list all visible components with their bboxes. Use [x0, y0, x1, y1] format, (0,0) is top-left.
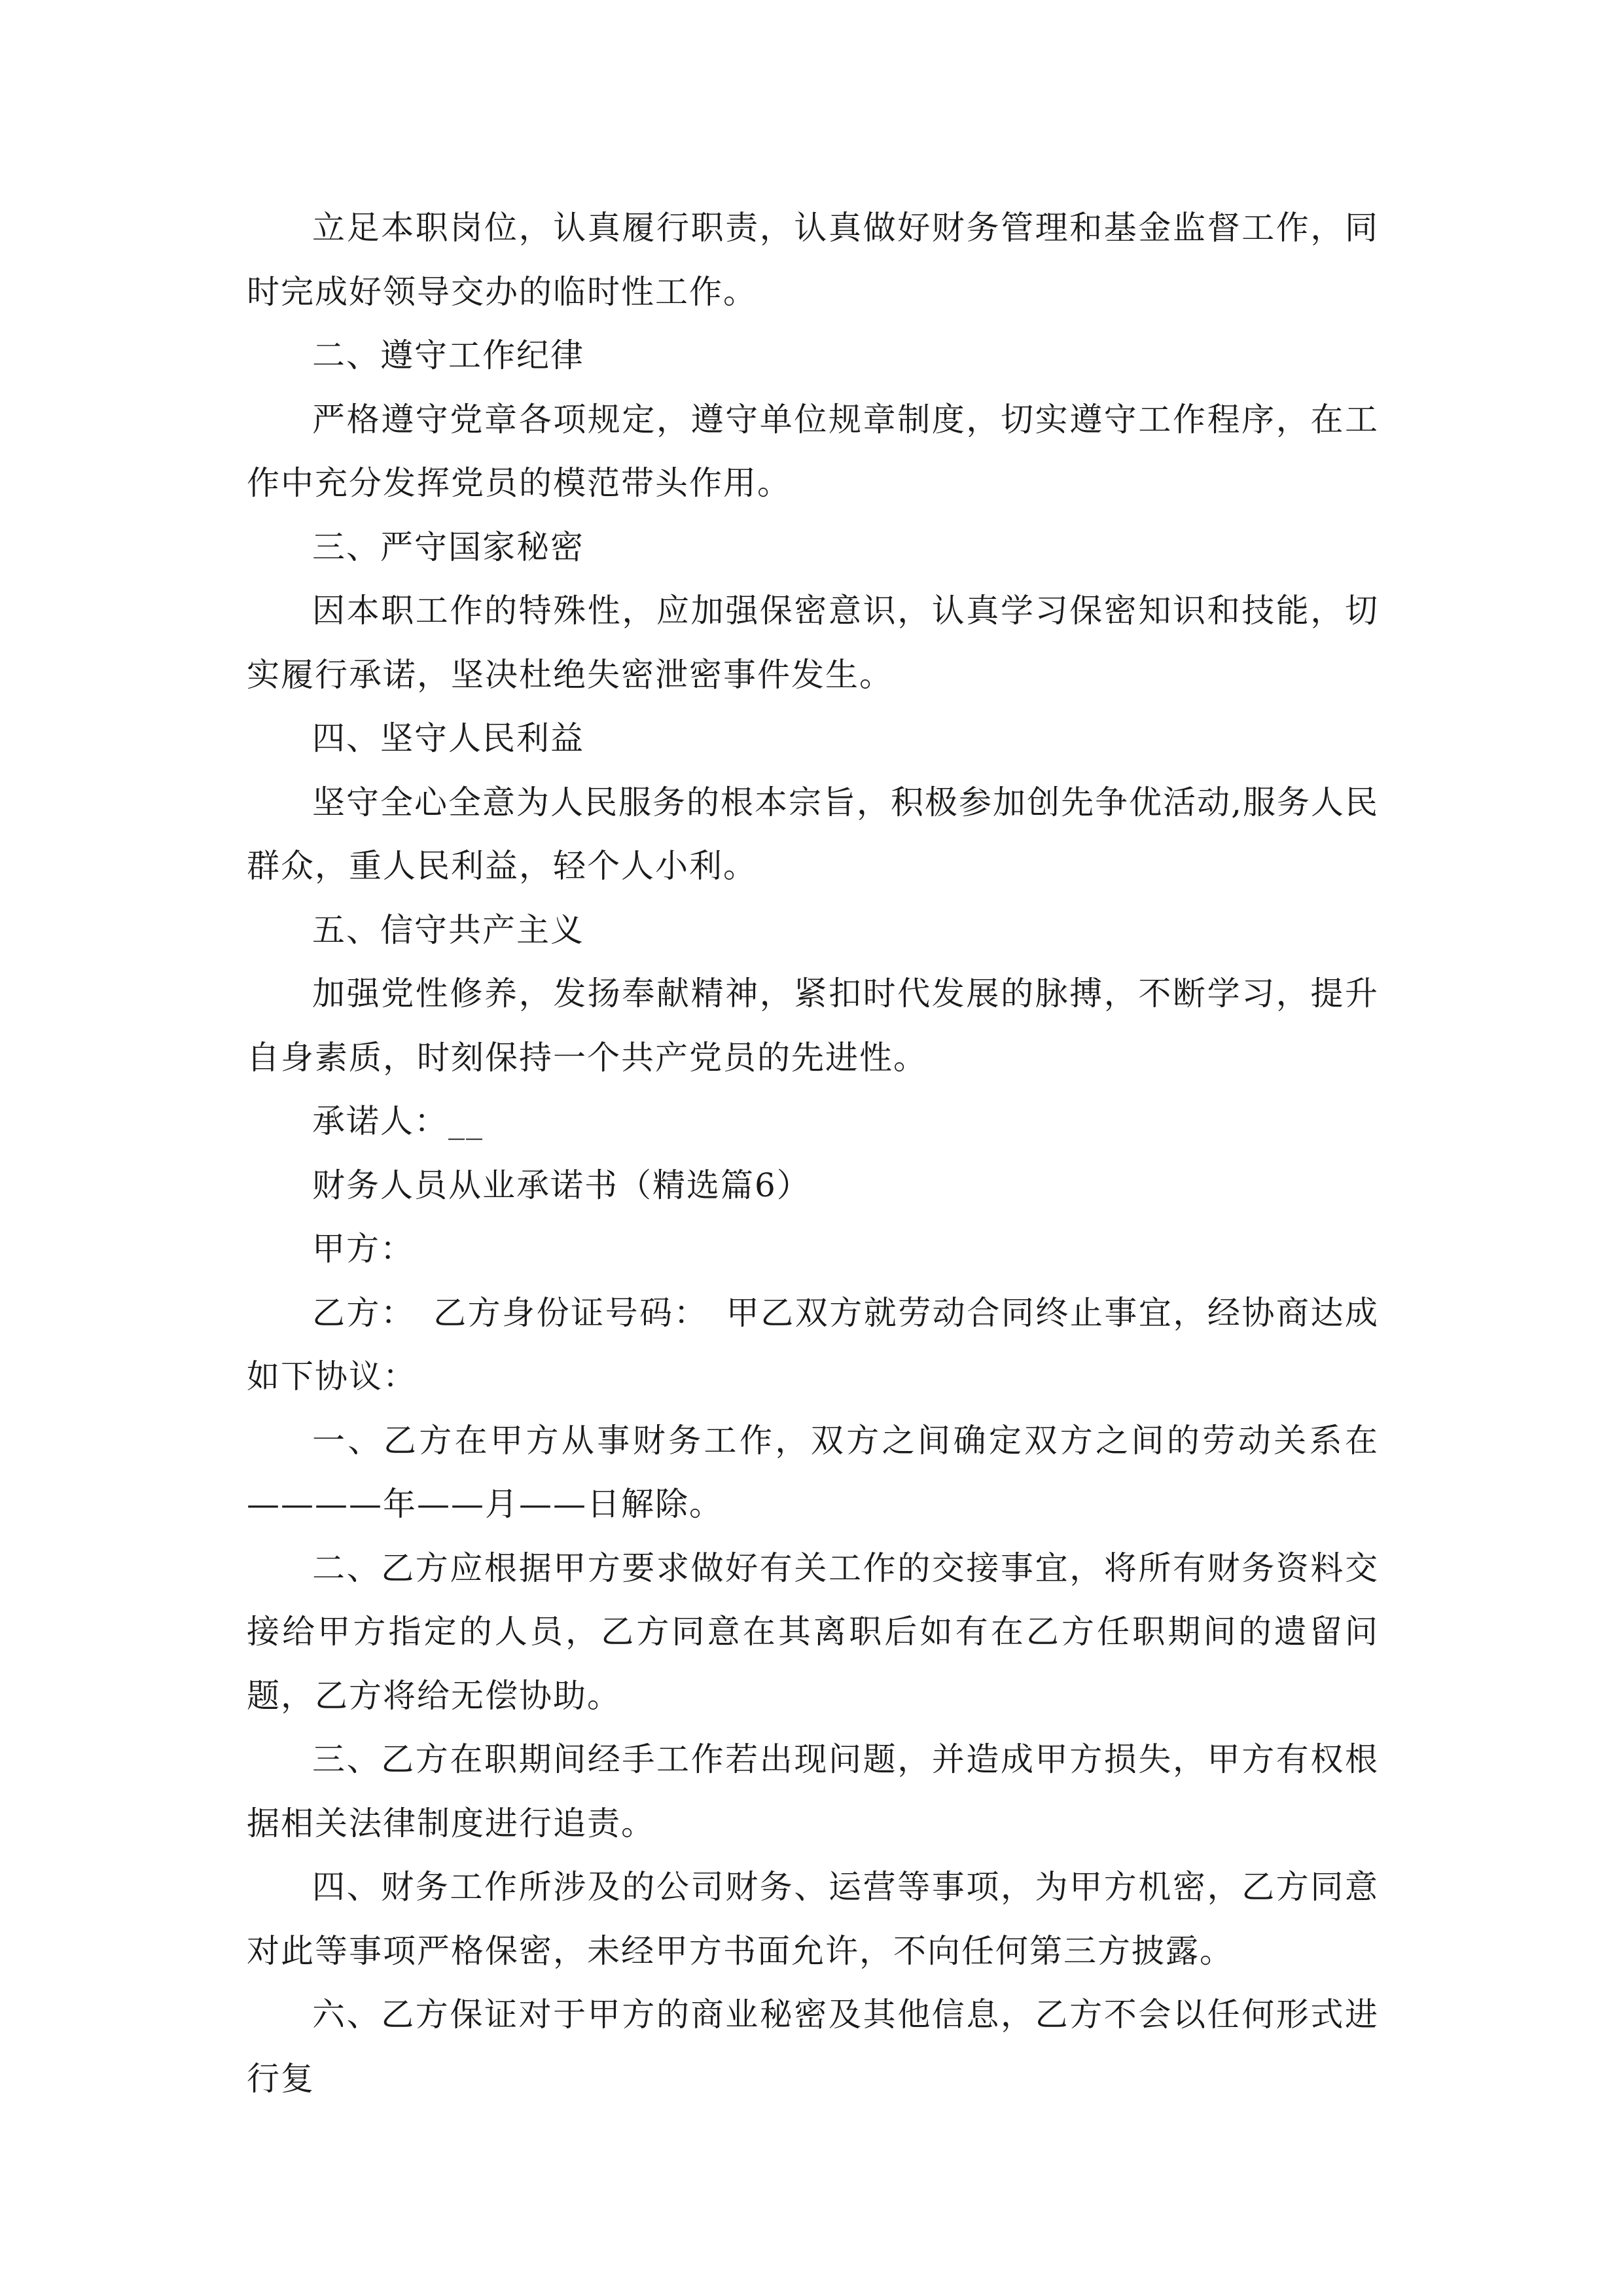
clause-4: 四、财务工作所涉及的公司财务、运营等事项，为甲方机密，乙方同意对此等事项严格保密，未经甲方书面允许，不向任何第三方披露。	[247, 1868, 1379, 1970]
party-b-line: 乙方： 乙方身份证号码： 甲乙双方就劳动合同终止事宜，经协商达成如下协议：	[247, 1293, 1379, 1395]
heading-communism: 五、信守共产主义	[312, 910, 584, 949]
clause-3: 三、乙方在职期间经手工作若出现问题，并造成甲方损失，甲方有权根据相关法律制度进行追责。	[247, 1740, 1379, 1842]
clause-2: 二、乙方应根据甲方要求做好有关工作的交接事宜，将所有财务资料交接给甲方指定的人员，乙方同意在其离职后如有在乙方任职期间的遗留问题，乙方将给无偿协助。	[247, 1549, 1379, 1715]
section-title: 财务人员从业承诺书（精选篇6）	[312, 1166, 811, 1204]
paragraph-duty: 立足本职岗位，认真履行职责，认真做好财务管理和基金监督工作，同时完成好领导交办的临时性工作。	[247, 209, 1379, 311]
document-body	[247, 196, 1379, 2111]
clause-6: 六、乙方保证对于甲方的商业秘密及其他信息，乙方不会以任何形式进行复	[247, 1996, 1379, 2098]
heading-state-secrets: 三、严守国家秘密	[312, 528, 584, 566]
party-a-line: 甲方：	[312, 1230, 414, 1268]
paragraph-communism: 加强党性修养，发扬奉献精神，紧扣时代发展的脉搏，不断学习，提升自身素质，时刻保持一个共产党员的先进性。	[247, 975, 1379, 1077]
paragraph-state-secrets: 因本职工作的特殊性，应加强保密意识，认真学习保密知识和技能，切实履行承诺，坚决杜绝失密泄密事件发生。	[247, 592, 1379, 694]
paragraph-work-discipline: 严格遵守党章各项规定，遵守单位规章制度，切实遵守工作程序，在工作中充分发挥党员的模范带头作用。	[247, 400, 1379, 502]
heading-work-discipline: 二、遵守工作纪律	[312, 336, 584, 374]
paragraph-people-interests: 坚守全心全意为人民服务的根本宗旨，积极参加创先争优活动,服务人民群众，重人民利益，轻个人小利。	[247, 783, 1379, 885]
promisor-line: 承诺人：__	[312, 1102, 484, 1140]
heading-people-interests: 四、坚守人民利益	[312, 719, 584, 757]
clause-1: 一、乙方在甲方从事财务工作，双方之间确定双方之间的劳动关系在————年——月——日解除。	[247, 1421, 1379, 1523]
